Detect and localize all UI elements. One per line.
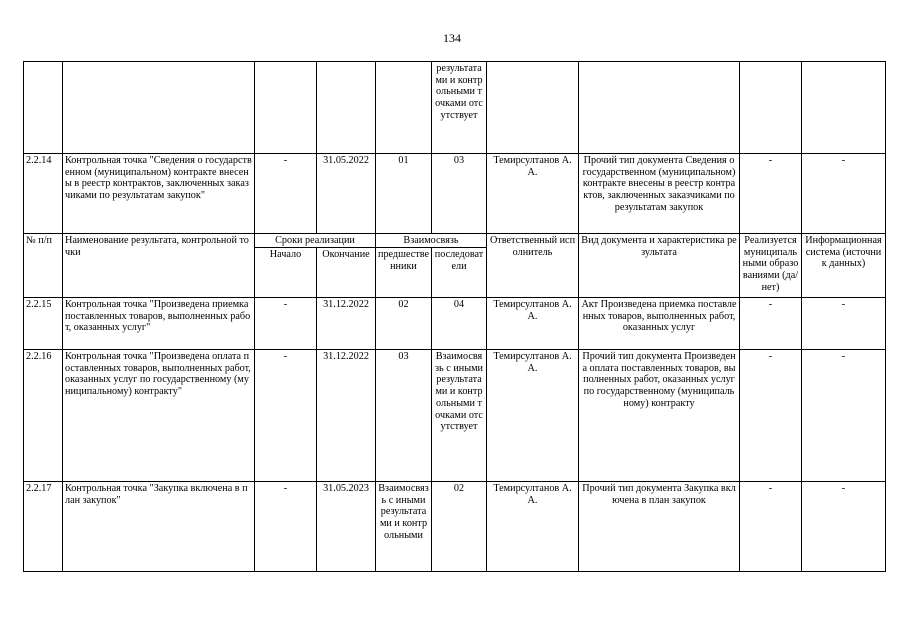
document-type: Прочий тип документа Сведения о государственном (муниципальном) контракте внесены в реестр контрактов, заключенных заказчиками по результатам закупок [579,154,740,234]
end-date: 31.12.2022 [317,350,376,482]
responsible: Темирсултанов А.А. [487,350,579,482]
start-date: - [255,482,317,572]
responsible [487,62,579,154]
municipal-flag: - [740,350,802,482]
header-info-system: Информационная система (источник данных) [802,234,886,298]
header-end: Окончание [317,248,376,298]
municipal-flag: - [740,154,802,234]
table-row [24,62,886,154]
header-municipal: Реализуется муниципальными образованиями (да/нет) [740,234,802,298]
result-name: Контрольная точка "Произведена приемка поставленных товаров, выполненных работ, оказанных услуг" [63,298,255,350]
end-date: 31.05.2022 [317,154,376,234]
header-predecessors: предшественники [376,248,432,298]
results-table [23,61,886,572]
info-system [802,62,886,154]
result-name: Контрольная точка "Сведения о государственном (муниципальном) контракте внесены в реестр контрактов, заключенных заказчиками по результатам закупок" [63,154,255,234]
start-date: - [255,298,317,350]
info-system: - [802,350,886,482]
info-system: - [802,154,886,234]
header-terms: Сроки реализации [255,234,376,248]
end-date: 31.12.2022 [317,298,376,350]
start-date: - [255,350,317,482]
row-number [24,62,63,154]
table-row [24,482,886,572]
predecessors: Взаимосвязь с иными результатами и контрольными [376,482,432,572]
responsible: Темирсултанов А.А. [487,154,579,234]
municipal-flag: - [740,298,802,350]
table-row [24,154,886,234]
municipal-flag: - [740,482,802,572]
header-relation: Взаимосвязь [376,234,487,248]
municipal-flag [740,62,802,154]
header-num: № п/п [24,234,63,298]
end-date: 31.05.2023 [317,482,376,572]
document-type [579,62,740,154]
responsible: Темирсултанов А.А. [487,298,579,350]
end-date [317,62,376,154]
start-date: - [255,154,317,234]
successors: 02 [432,482,487,572]
successors: 03 [432,154,487,234]
successors: 04 [432,298,487,350]
predecessors: 01 [376,154,432,234]
document-type: Прочий тип документа Произведена оплата поставленных товаров, выполненных работ, оказанных услуг по государственному (муниципальному) контракту [579,350,740,482]
row-number: 2.2.16 [24,350,63,482]
responsible: Темирсултанов А.А. [487,482,579,572]
info-system: - [802,482,886,572]
result-name: Контрольная точка "Закупка включена в план закупок" [63,482,255,572]
table-row [24,298,886,350]
successors: Взаимосвязь с иными результатами и контрольными точками отсутствует [432,350,487,482]
document-type: Прочий тип документа Закупка включена в план закупок [579,482,740,572]
document-type: Акт Произведена приемка поставленных товаров, выполненных работ, оказанных услуг [579,298,740,350]
page-number: 134 [443,31,461,45]
row-number: 2.2.14 [24,154,63,234]
start-date [255,62,317,154]
table-row [24,350,886,482]
row-number: 2.2.17 [24,482,63,572]
info-system: - [802,298,886,350]
predecessors: 02 [376,298,432,350]
successors: результатами и контрольными точками отсутствует [432,62,487,154]
result-name [63,62,255,154]
header-start: Начало [255,248,317,298]
result-name: Контрольная точка "Произведена оплата поставленных товаров, выполненных работ, оказанных услуг по государственному (муниципальному) контракту" [63,350,255,482]
header-name: Наименование результата, контрольной точки [63,234,255,298]
predecessors: 03 [376,350,432,482]
header-responsible: Ответственный исполнитель [487,234,579,298]
header-doc-type: Вид документа и характеристика результата [579,234,740,298]
header-successors: последователи [432,248,487,298]
table-header-row [24,234,886,248]
row-number: 2.2.15 [24,298,63,350]
predecessors [376,62,432,154]
